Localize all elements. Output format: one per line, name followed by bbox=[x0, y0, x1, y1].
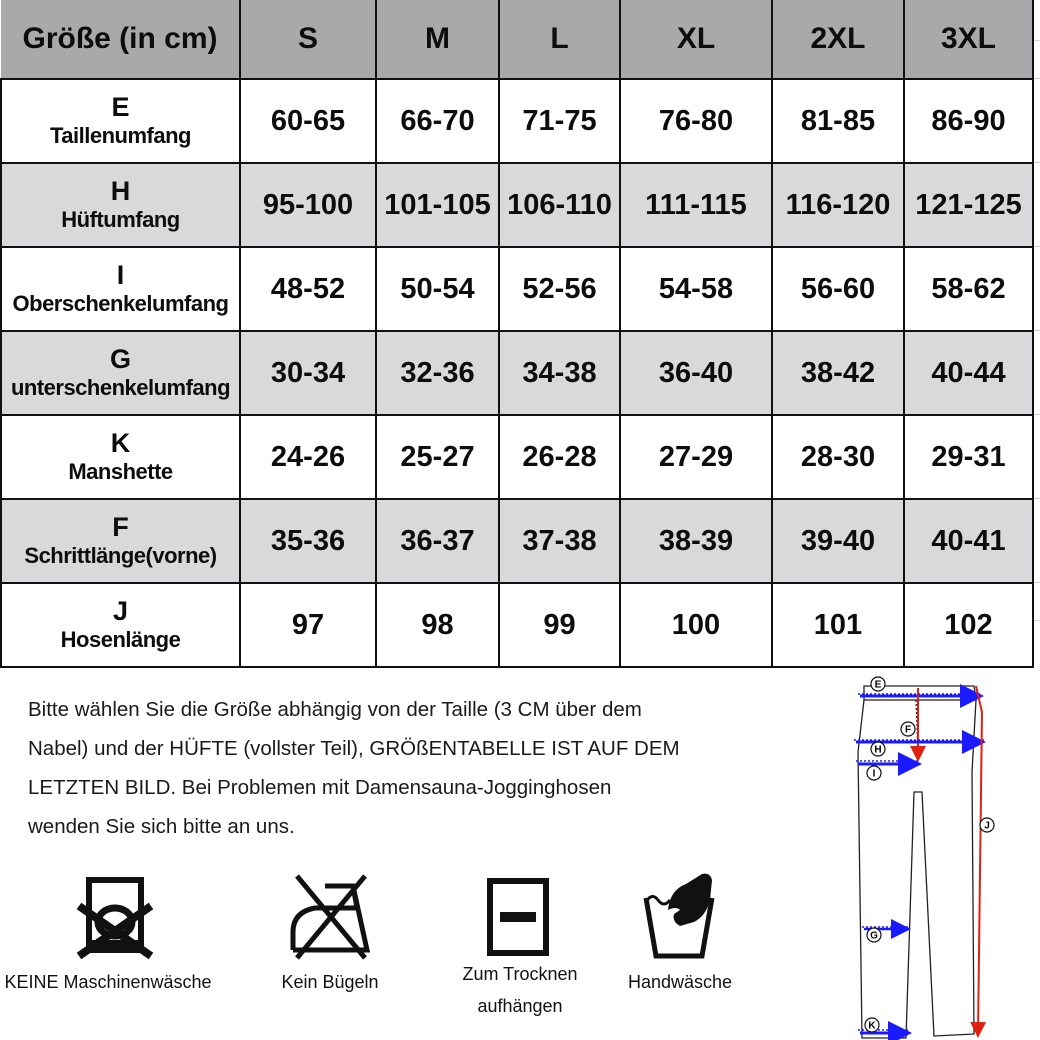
size-header-3xl: 3XL bbox=[904, 0, 1033, 79]
care-label: Zum Trocknen bbox=[462, 964, 578, 984]
size-value-cell: 101-105 bbox=[376, 163, 499, 247]
size-header-s: S bbox=[240, 0, 376, 79]
measurement-letter: H bbox=[110, 176, 131, 206]
measurement-label-cell bbox=[1, 331, 240, 415]
care-label: Kein Bügeln bbox=[281, 972, 379, 992]
size-header-xl: XL bbox=[620, 0, 772, 79]
size-value-cell: 60-65 bbox=[240, 79, 376, 163]
outseam-arrow bbox=[976, 686, 982, 1034]
size-value-cell: 27-29 bbox=[620, 415, 772, 499]
size-value-cell: 54-58 bbox=[620, 247, 772, 331]
measurement-name: unterschenkelumfang bbox=[10, 375, 231, 400]
measurement-label-cell bbox=[1, 247, 240, 331]
size-value-cell: 24-26 bbox=[240, 415, 376, 499]
measurement-label-cell bbox=[1, 499, 240, 583]
size-value-cell: 100 bbox=[620, 583, 772, 667]
size-value-cell: 101 bbox=[772, 583, 904, 667]
instruction-line: LETZTEN BILD. Bei Problemen mit Damensauna-Jogginghosen bbox=[28, 776, 612, 799]
measurement-name: Hüftumfang bbox=[61, 207, 180, 232]
no-ironing-icon bbox=[285, 870, 375, 960]
measurement-label-cell bbox=[1, 79, 240, 163]
size-value-cell: 36-40 bbox=[620, 331, 772, 415]
spreadsheet-gridlines bbox=[1034, 0, 1040, 680]
marker-e-label: E bbox=[874, 679, 882, 691]
size-value-cell: 40-41 bbox=[904, 499, 1033, 583]
size-value-cell: 38-42 bbox=[772, 331, 904, 415]
instruction-line: wenden Sie sich bitte an uns. bbox=[28, 815, 295, 838]
care-item-no-ironing bbox=[250, 870, 410, 998]
measurement-letter: E bbox=[111, 92, 130, 122]
size-value-cell: 28-30 bbox=[772, 415, 904, 499]
size-header-l: L bbox=[499, 0, 620, 79]
care-item-no-machine-wash bbox=[0, 870, 230, 998]
size-instructions bbox=[28, 690, 758, 846]
measurement-name: Manshette bbox=[68, 459, 173, 484]
line-dry-icon bbox=[485, 876, 555, 958]
size-value-cell: 81-85 bbox=[772, 79, 904, 163]
table-row bbox=[1, 583, 1033, 667]
table-row bbox=[1, 163, 1033, 247]
care-label: Handwäsche bbox=[627, 972, 733, 992]
table-title: Größe (in cm) bbox=[1, 0, 240, 79]
measurement-letter: K bbox=[110, 428, 131, 458]
size-value-cell: 86-90 bbox=[904, 79, 1033, 163]
measurement-letter: I bbox=[116, 260, 125, 290]
size-value-cell: 111-115 bbox=[620, 163, 772, 247]
measurement-label-cell bbox=[1, 163, 240, 247]
size-value-cell: 121-125 bbox=[904, 163, 1033, 247]
size-value-cell: 48-52 bbox=[240, 247, 376, 331]
size-value-cell: 95-100 bbox=[240, 163, 376, 247]
marker-i-label: I bbox=[872, 768, 876, 780]
measurement-label-cell bbox=[1, 583, 240, 667]
size-value-cell: 97 bbox=[240, 583, 376, 667]
marker-h-label: H bbox=[874, 744, 882, 756]
size-value-cell: 38-39 bbox=[620, 499, 772, 583]
size-header-row bbox=[1, 0, 1033, 79]
measurement-name: Taillenumfang bbox=[50, 123, 191, 148]
size-value-cell: 34-38 bbox=[499, 331, 620, 415]
size-value-cell: 37-38 bbox=[499, 499, 620, 583]
size-value-cell: 29-31 bbox=[904, 415, 1033, 499]
table-row bbox=[1, 79, 1033, 163]
size-value-cell: 26-28 bbox=[499, 415, 620, 499]
size-value-cell: 66-70 bbox=[376, 79, 499, 163]
size-header-m: M bbox=[376, 0, 499, 79]
hand-wash-icon bbox=[640, 870, 720, 960]
care-item-line-dry bbox=[430, 870, 610, 1022]
size-value-cell: 40-44 bbox=[904, 331, 1033, 415]
care-item-hand-wash bbox=[610, 870, 750, 998]
size-value-cell: 71-75 bbox=[499, 79, 620, 163]
measurement-letter: G bbox=[109, 344, 131, 374]
instruction-line: Bitte wählen Sie die Größe abhängig von der Taille (3 CM über dem bbox=[28, 698, 642, 721]
table-row bbox=[1, 499, 1033, 583]
size-value-cell: 35-36 bbox=[240, 499, 376, 583]
measurement-name: Schrittlänge(vorne) bbox=[24, 543, 217, 568]
table-row bbox=[1, 331, 1033, 415]
no-machine-wash-icon bbox=[75, 870, 155, 960]
size-value-cell: 36-37 bbox=[376, 499, 499, 583]
measurement-letter: J bbox=[112, 596, 129, 626]
size-value-cell: 99 bbox=[499, 583, 620, 667]
size-value-cell: 56-60 bbox=[772, 247, 904, 331]
size-value-cell: 102 bbox=[904, 583, 1033, 667]
marker-j-label: J bbox=[984, 820, 990, 832]
marker-k-label: K bbox=[868, 1020, 876, 1032]
measurement-letter: F bbox=[112, 512, 129, 542]
care-label: KEINE Maschinenwäsche bbox=[4, 972, 212, 992]
care-label: aufhängen bbox=[477, 996, 563, 1016]
size-value-cell: 30-34 bbox=[240, 331, 376, 415]
table-row bbox=[1, 247, 1033, 331]
size-value-cell: 25-27 bbox=[376, 415, 499, 499]
size-value-cell: 116-120 bbox=[772, 163, 904, 247]
table-row bbox=[1, 415, 1033, 499]
size-header-2xl: 2XL bbox=[772, 0, 904, 79]
measurement-name: Oberschenkelumfang bbox=[12, 291, 229, 316]
size-value-cell: 32-36 bbox=[376, 331, 499, 415]
size-value-cell: 58-62 bbox=[904, 247, 1033, 331]
instruction-line: Nabel) und der HÜFTE (vollster Teil), GRÖßENTABELLE IST AUF DEM bbox=[28, 737, 680, 760]
size-value-cell: 76-80 bbox=[620, 79, 772, 163]
size-value-cell: 50-54 bbox=[376, 247, 499, 331]
size-value-cell: 98 bbox=[376, 583, 499, 667]
measurement-name: Hosenlänge bbox=[60, 627, 181, 652]
measurement-label-cell bbox=[1, 415, 240, 499]
pants-measurement-diagram bbox=[848, 672, 1040, 1040]
size-value-cell: 39-40 bbox=[772, 499, 904, 583]
marker-g-label: G bbox=[870, 930, 878, 942]
marker-f-label: F bbox=[904, 724, 912, 736]
size-value-cell: 52-56 bbox=[499, 247, 620, 331]
size-value-cell: 106-110 bbox=[499, 163, 620, 247]
